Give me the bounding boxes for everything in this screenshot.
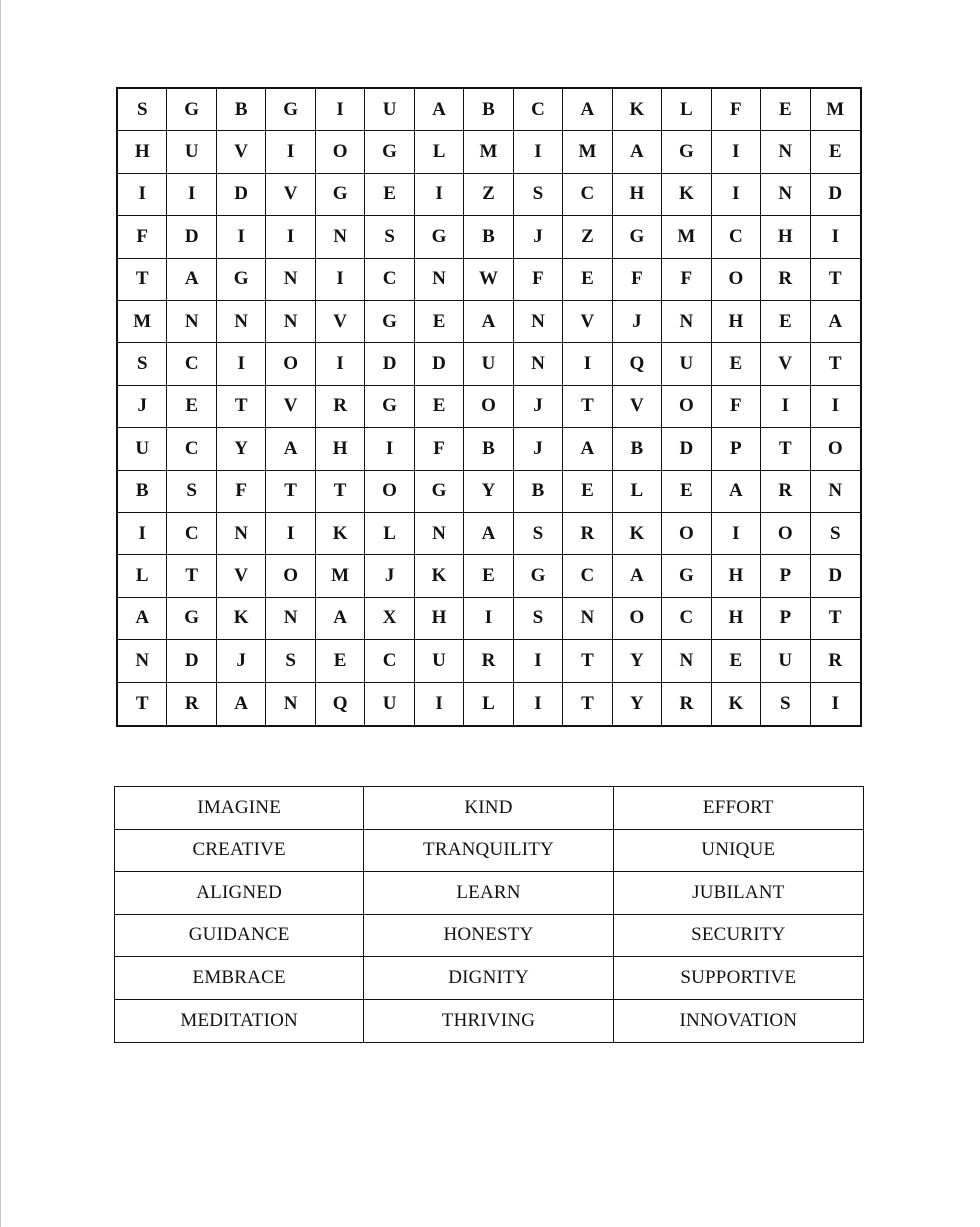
grid-cell[interactable]: A [464,513,513,555]
grid-cell[interactable]: C [365,640,414,682]
grid-cell[interactable]: O [761,513,810,555]
grid-cell[interactable]: C [712,216,761,258]
grid-cell[interactable]: N [662,640,711,682]
grid-cell[interactable]: T [167,555,216,597]
grid-cell[interactable]: S [118,89,167,131]
grid-cell[interactable]: Q [613,343,662,385]
grid-cell[interactable]: A [316,598,365,640]
grid-cell[interactable]: V [266,386,315,428]
grid-cell[interactable]: Y [464,471,513,513]
grid-cell[interactable]: C [514,89,563,131]
grid-cell[interactable]: Y [613,683,662,725]
grid-cell[interactable]: N [266,598,315,640]
grid-cell[interactable]: H [118,131,167,173]
word-list [114,786,864,1043]
grid-cell[interactable]: U [365,89,414,131]
grid-cell[interactable]: O [662,386,711,428]
grid-cell[interactable]: N [217,301,266,343]
grid-cell[interactable]: I [316,343,365,385]
grid-cell[interactable]: E [415,301,464,343]
grid-cell[interactable]: H [712,598,761,640]
grid-cell[interactable]: A [613,131,662,173]
grid-cell[interactable]: F [712,89,761,131]
grid-cell[interactable]: I [167,174,216,216]
grid-cell[interactable]: R [811,640,860,682]
grid-cell[interactable]: G [415,216,464,258]
grid-cell[interactable]: E [316,640,365,682]
grid-cell[interactable]: A [167,259,216,301]
grid-cell[interactable]: O [662,513,711,555]
grid-cell[interactable]: E [563,259,612,301]
grid-cell[interactable]: N [563,598,612,640]
grid-cell[interactable]: H [316,428,365,470]
grid-cell[interactable]: I [266,131,315,173]
word-list-item: SECURITY [614,915,863,958]
grid-cell[interactable]: I [415,683,464,725]
grid-cell[interactable]: R [167,683,216,725]
word-list-item: CREATIVE [115,830,364,873]
grid-cell[interactable]: L [662,89,711,131]
grid-cell[interactable]: U [662,343,711,385]
grid-cell[interactable]: T [266,471,315,513]
grid-cell[interactable]: G [167,598,216,640]
grid-cell[interactable]: D [662,428,711,470]
grid-cell[interactable]: A [266,428,315,470]
word-list-item: EMBRACE [115,957,364,1000]
grid-cell[interactable]: C [563,174,612,216]
word-list-item: HONESTY [364,915,613,958]
grid-cell[interactable]: D [811,555,860,597]
grid-cell[interactable]: E [563,471,612,513]
grid-cell[interactable]: S [365,216,414,258]
grid-cell[interactable]: R [662,683,711,725]
grid-cell[interactable]: I [217,343,266,385]
grid-cell[interactable]: G [316,174,365,216]
grid-cell[interactable]: I [266,513,315,555]
grid-cell[interactable]: F [415,428,464,470]
grid-cell[interactable]: J [118,386,167,428]
word-list-item: SUPPORTIVE [614,957,863,1000]
grid-cell[interactable]: T [563,683,612,725]
grid-cell[interactable]: I [811,386,860,428]
grid-cell[interactable]: I [365,428,414,470]
grid-cell[interactable]: I [761,386,810,428]
grid-cell[interactable]: I [118,174,167,216]
grid-cell[interactable]: K [662,174,711,216]
grid-cell[interactable]: I [514,683,563,725]
grid-cell[interactable]: N [662,301,711,343]
grid-cell[interactable]: P [761,598,810,640]
grid-cell[interactable]: R [563,513,612,555]
grid-cell[interactable]: H [415,598,464,640]
grid-cell[interactable]: M [316,555,365,597]
grid-cell[interactable]: N [514,301,563,343]
word-list-item: ALIGNED [115,872,364,915]
grid-cell[interactable]: G [613,216,662,258]
grid-cell[interactable]: H [761,216,810,258]
grid-cell[interactable]: S [514,174,563,216]
grid-cell[interactable]: N [316,216,365,258]
grid-cell[interactable]: M [811,89,860,131]
grid-cell[interactable]: N [266,301,315,343]
grid-cell[interactable]: H [613,174,662,216]
grid-cell[interactable]: C [167,428,216,470]
grid-cell[interactable]: B [118,471,167,513]
grid-cell[interactable]: C [365,259,414,301]
grid-cell[interactable]: I [514,640,563,682]
grid-cell[interactable]: L [365,513,414,555]
grid-cell[interactable]: D [365,343,414,385]
grid-cell[interactable]: M [118,301,167,343]
grid-cell[interactable]: E [167,386,216,428]
grid-cell[interactable]: N [118,640,167,682]
grid-cell[interactable]: I [217,216,266,258]
grid-cell[interactable]: G [662,131,711,173]
grid-cell[interactable]: A [563,89,612,131]
grid-cell[interactable]: G [514,555,563,597]
grid-cell[interactable]: I [415,174,464,216]
grid-cell[interactable]: D [217,174,266,216]
grid-cell[interactable]: A [613,555,662,597]
grid-cell[interactable]: J [365,555,414,597]
grid-cell[interactable]: O [464,386,513,428]
grid-cell[interactable]: G [365,131,414,173]
grid-cell[interactable]: F [118,216,167,258]
grid-cell[interactable]: R [761,471,810,513]
grid-cell[interactable]: L [464,683,513,725]
grid-cell[interactable]: G [266,89,315,131]
grid-cell[interactable]: B [217,89,266,131]
grid-cell[interactable]: E [415,386,464,428]
grid-cell[interactable]: G [217,259,266,301]
grid-cell[interactable]: E [464,555,513,597]
grid-cell[interactable]: N [415,259,464,301]
grid-cell[interactable]: A [811,301,860,343]
grid-cell[interactable]: I [316,259,365,301]
grid-cell[interactable]: U [365,683,414,725]
grid-cell[interactable]: K [316,513,365,555]
grid-cell[interactable]: L [118,555,167,597]
grid-cell[interactable]: V [316,301,365,343]
grid-cell[interactable]: C [167,513,216,555]
grid-cell[interactable]: O [266,343,315,385]
grid-cell[interactable]: G [167,89,216,131]
grid-cell[interactable]: T [563,386,612,428]
grid-cell[interactable]: K [613,513,662,555]
grid-cell[interactable]: T [811,343,860,385]
grid-cell[interactable]: V [217,555,266,597]
grid-cell[interactable]: U [415,640,464,682]
grid-cell[interactable]: O [712,259,761,301]
grid-cell[interactable]: D [415,343,464,385]
grid-cell[interactable]: I [118,513,167,555]
grid-cell[interactable]: K [613,89,662,131]
grid-cell[interactable]: S [514,513,563,555]
grid-cell[interactable]: Q [316,683,365,725]
grid-cell[interactable]: A [217,683,266,725]
grid-cell[interactable]: N [811,471,860,513]
word-list-item: IMAGINE [115,787,364,830]
grid-cell[interactable]: P [761,555,810,597]
grid-cell[interactable]: V [613,386,662,428]
grid-cell[interactable]: A [118,598,167,640]
grid-cell[interactable]: I [831,692,839,714]
grid-cell[interactable]: R [761,259,810,301]
grid-cell[interactable]: G [662,555,711,597]
grid-cell[interactable]: N [266,259,315,301]
grid-cell[interactable]: A [563,428,612,470]
word-list-item: INNOVATION [679,1009,798,1031]
grid-cell[interactable]: M [662,216,711,258]
grid-cell[interactable]: T [118,259,167,301]
grid-cell[interactable]: O [365,471,414,513]
grid-cell[interactable]: B [514,471,563,513]
grid-cell[interactable]: C [167,343,216,385]
grid-cell[interactable]: O [613,598,662,640]
grid-cell[interactable]: A [712,471,761,513]
grid-cell[interactable]: U [761,640,810,682]
grid-cell[interactable]: N [761,131,810,173]
grid-cell[interactable]: I [811,216,860,258]
grid-cell[interactable]: C [662,598,711,640]
grid-cell[interactable]: G [365,301,414,343]
grid-cell[interactable]: E [761,301,810,343]
grid-cell[interactable]: B [464,89,513,131]
grid-cell[interactable]: S [118,343,167,385]
word-list-item: KIND [364,787,613,830]
grid-cell[interactable]: J [514,428,563,470]
grid-cell[interactable]: B [613,428,662,470]
word-list-item: THRIVING [364,1000,613,1043]
grid-cell[interactable]: I [712,131,761,173]
grid-cell[interactable]: O [266,555,315,597]
grid-cell[interactable]: R [316,386,365,428]
grid-cell[interactable]: T [217,386,266,428]
grid-cell[interactable]: V [761,343,810,385]
grid-cell[interactable]: Z [464,174,513,216]
grid-cell[interactable]: I [514,131,563,173]
grid-cell[interactable]: B [464,216,513,258]
grid-cell[interactable]: J [514,386,563,428]
grid-cell[interactable]: I [712,513,761,555]
grid-cell[interactable]: C [563,555,612,597]
grid-cell[interactable]: Z [563,216,612,258]
grid-cell[interactable]: S [514,598,563,640]
grid-cell[interactable]: F [712,386,761,428]
grid-cell[interactable]: W [464,259,513,301]
grid-cell[interactable]: L [415,131,464,173]
grid-cell[interactable]: T [316,471,365,513]
grid-cell[interactable]: B [464,428,513,470]
grid-cell[interactable]: E [761,89,810,131]
grid-cell[interactable]: Y [613,640,662,682]
word-list-item: EFFORT [614,787,863,830]
word-list-item: GUIDANCE [115,915,364,958]
grid-cell[interactable]: O [316,131,365,173]
grid-cell[interactable]: I [464,598,513,640]
grid-cell[interactable]: A [464,301,513,343]
grid-cell[interactable]: N [167,301,216,343]
grid-cell[interactable]: T [811,259,860,301]
grid-cell[interactable]: E [365,174,414,216]
word-list-item: UNIQUE [614,830,863,873]
grid-cell[interactable]: H [712,301,761,343]
grid-cell[interactable]: N [415,513,464,555]
grid-cell[interactable]: F [613,259,662,301]
grid-cell[interactable]: A [415,89,464,131]
grid-cell[interactable]: D [811,174,860,216]
grid-cell[interactable]: S [811,513,860,555]
grid-cell[interactable]: S [761,683,810,725]
page-edge [0,0,1,1227]
grid-cell[interactable]: M [464,131,513,173]
grid-cell[interactable]: V [217,131,266,173]
grid-cell[interactable]: G [415,471,464,513]
grid-cell[interactable]: X [365,598,414,640]
grid-cell[interactable]: G [365,386,414,428]
grid-cell[interactable]: Y [217,428,266,470]
grid-cell[interactable]: K [415,555,464,597]
word-list-item: TRANQUILITY [364,830,613,873]
grid-cell[interactable]: F [662,259,711,301]
grid-cell[interactable]: U [118,428,167,470]
grid-cell[interactable]: H [712,555,761,597]
grid-cell[interactable]: I [266,216,315,258]
grid-cell[interactable]: K [217,598,266,640]
grid-cell[interactable]: I [316,89,365,131]
grid-cell[interactable]: P [712,428,761,470]
grid-cell[interactable]: I [712,174,761,216]
grid-cell[interactable]: J [613,301,662,343]
grid-cell[interactable]: U [167,131,216,173]
grid-cell[interactable]: N [514,343,563,385]
grid-cell[interactable]: E [662,471,711,513]
grid-cell[interactable]: T [563,640,612,682]
grid-cell[interactable]: L [613,471,662,513]
grid-cell[interactable]: J [217,640,266,682]
grid-cell[interactable]: O [811,428,860,470]
grid-cell[interactable]: F [514,259,563,301]
grid-cell[interactable]: V [266,174,315,216]
grid-cell[interactable]: T [761,428,810,470]
grid-cell[interactable]: T [811,598,860,640]
grid-cell[interactable]: N [266,683,315,725]
grid-cell[interactable]: N [761,174,810,216]
grid-cell[interactable]: E [712,343,761,385]
grid-cell[interactable]: V [563,301,612,343]
grid-cell[interactable]: S [167,471,216,513]
grid-cell[interactable]: K [712,683,761,725]
grid-cell[interactable]: E [811,131,860,173]
grid-cell[interactable]: R [464,640,513,682]
grid-cell[interactable]: S [266,640,315,682]
grid-cell[interactable]: D [167,216,216,258]
grid-cell[interactable]: J [514,216,563,258]
grid-cell[interactable]: D [167,640,216,682]
word-list-item: DIGNITY [364,957,613,1000]
grid-cell[interactable]: E [712,640,761,682]
grid-cell[interactable]: I [563,343,612,385]
grid-cell[interactable]: M [563,131,612,173]
grid-cell[interactable]: U [464,343,513,385]
word-list-item: MEDITATION [115,1000,364,1043]
grid-cell[interactable]: T [118,683,167,725]
grid-cell[interactable]: N [217,513,266,555]
word-list-item: LEARN [364,872,613,915]
word-list-item: JUBILANT [614,872,863,915]
letter-grid [116,87,862,727]
grid-cell[interactable]: F [217,471,266,513]
